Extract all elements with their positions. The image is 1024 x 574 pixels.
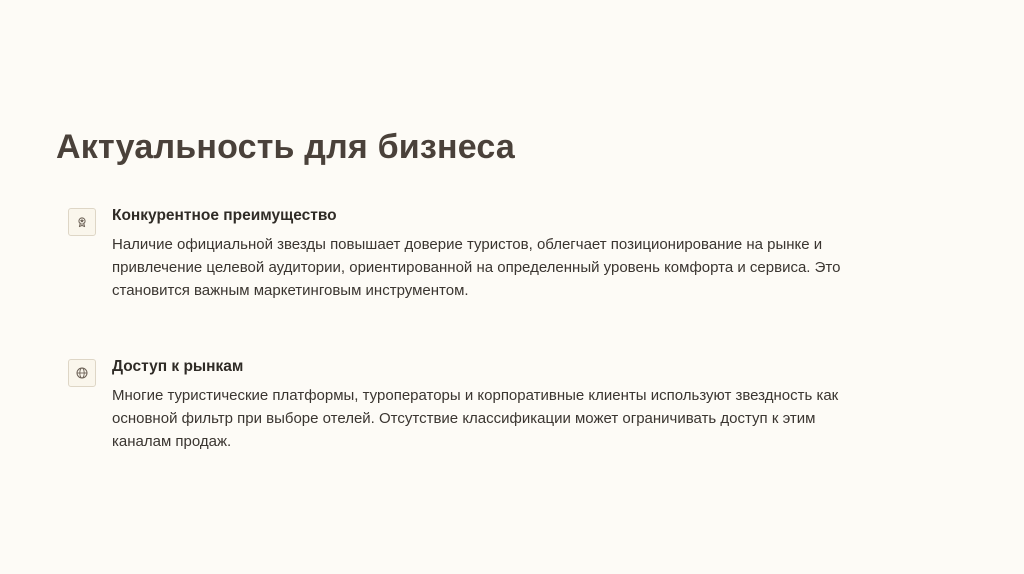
list-item xyxy=(68,207,898,302)
list-item-body xyxy=(112,207,898,302)
list-item-title: Доступ к рынкам xyxy=(112,358,244,376)
page-title: Актуальность для бизнеса xyxy=(56,128,516,166)
globe-icon xyxy=(68,359,96,387)
list-item-text: Многие туристические платформы, туроператоры и корпоративные клиенты используют звездность как основной фильтр при выборе отелей. Отсутствие классификации может ограничивать доступ к этим каналам продаж. xyxy=(112,386,839,451)
list-item-body xyxy=(112,358,898,453)
star-badge-icon xyxy=(68,208,96,236)
list-item-text: Наличие официальной звезды повышает доверие туристов, облегчает позиционирование на рынке и привлечение целевой аудитории, ориентированной на определенный уровень комфорта и сервиса. Это становится важным маркетинговым инструментом. xyxy=(112,235,841,300)
bullet-list xyxy=(68,207,898,454)
list-item xyxy=(68,358,898,453)
list-item-title: Конкурентное преимущество xyxy=(112,207,337,224)
